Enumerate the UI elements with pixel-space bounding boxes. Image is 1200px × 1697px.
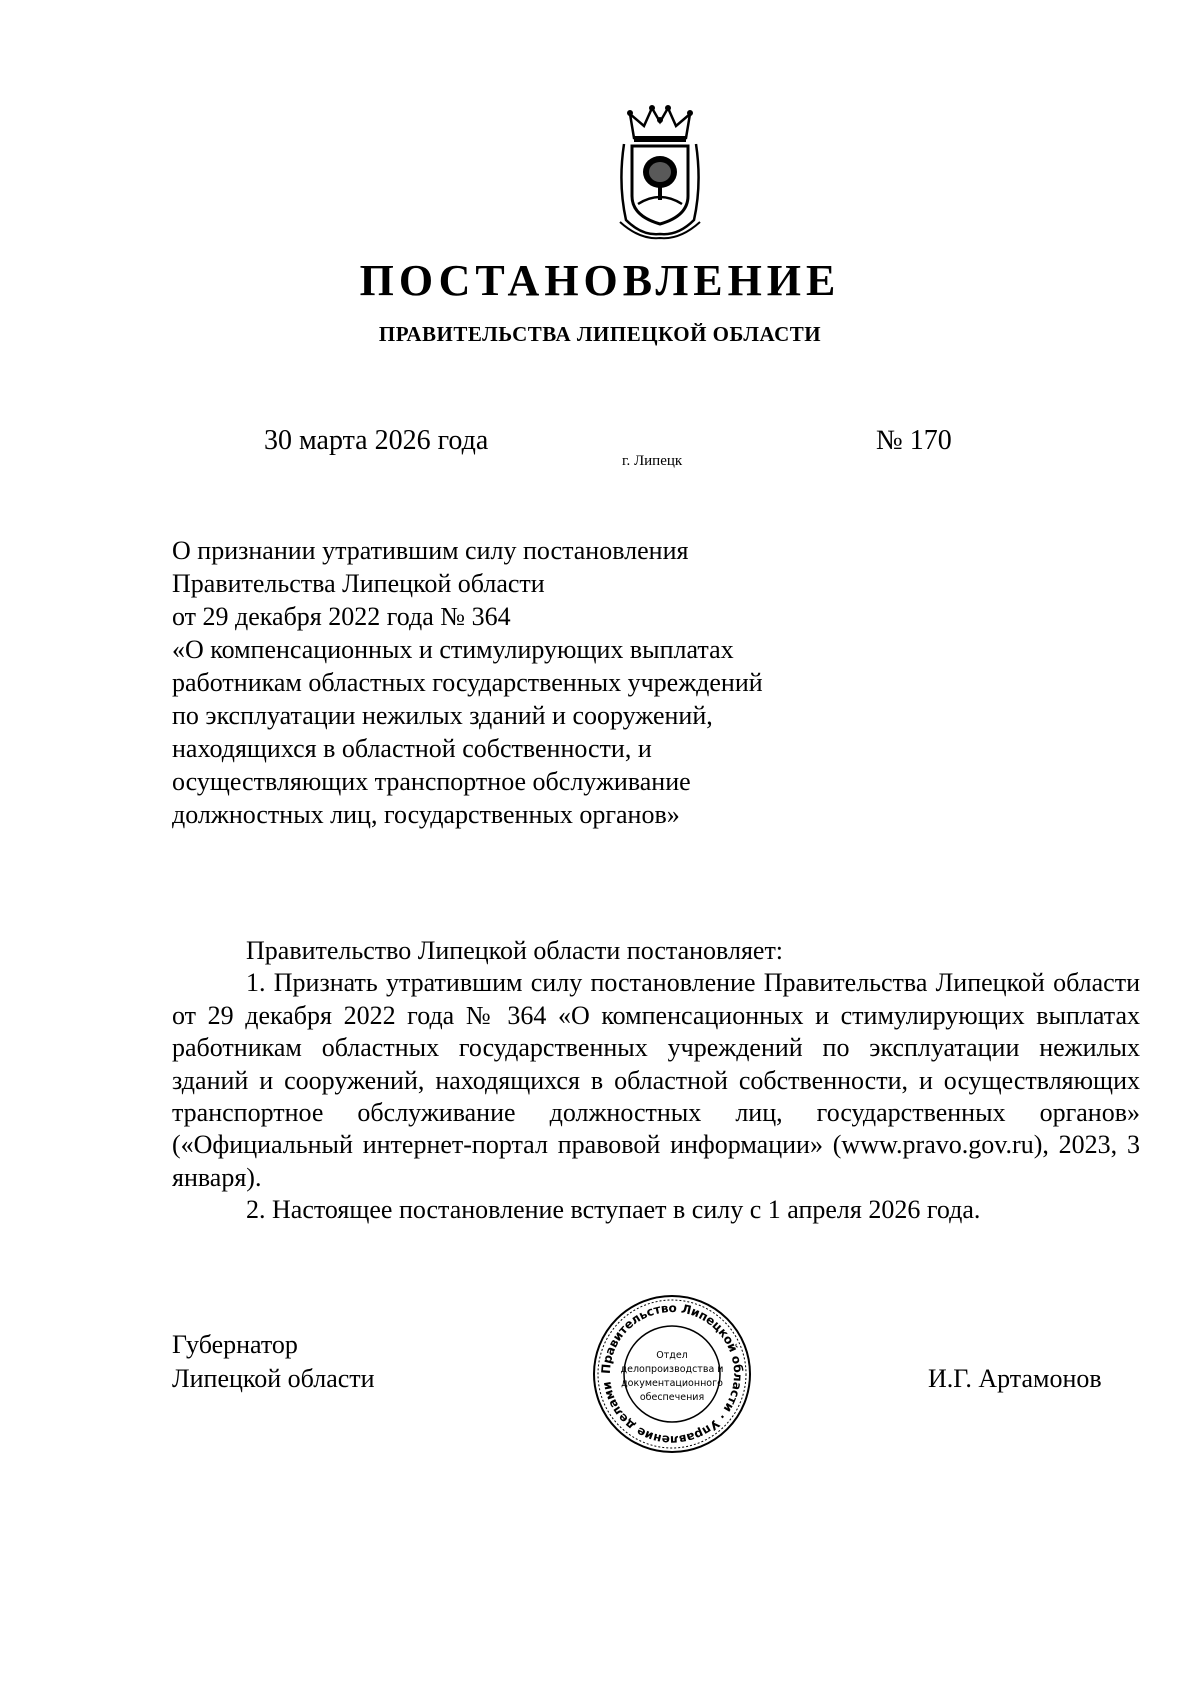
- subject-line: О признании утратившим силу постановления: [172, 536, 689, 565]
- subject-line: Правительства Липецкой области: [172, 569, 545, 598]
- svg-text:делопроизводства и: делопроизводства и: [620, 1364, 724, 1375]
- body-item-2: 2. Настоящее постановление вступает в силу с 1 апреля 2026 года.: [246, 1195, 981, 1225]
- document-number: № 170: [876, 425, 952, 456]
- subject-line: осуществляющих транспортное обслуживание: [172, 767, 691, 796]
- subject-line: работникам областных государственных учреждений: [172, 668, 763, 697]
- svg-text:Отдел: Отдел: [656, 1350, 688, 1361]
- subject-line: по эксплуатации нежилых зданий и сооружений,: [172, 701, 713, 730]
- issuer-title: ПРАВИТЕЛЬСТВА ЛИПЕЦКОЙ ОБЛАСТИ: [378, 322, 822, 346]
- subject-line: от 29 декабря 2022 года № 364: [172, 602, 511, 631]
- subject-line: «О компенсационных и стимулирующих выплатах: [172, 635, 734, 664]
- signer-name: И.Г. Артамонов: [928, 1364, 1102, 1393]
- subject-title: [172, 534, 932, 831]
- document-place: г. Липецк: [622, 453, 683, 469]
- svg-text:Правительство Липецкой области: Правительство Липецкой области · Управление делами: [598, 1300, 746, 1448]
- svg-text:обеспечения: обеспечения: [639, 1392, 705, 1403]
- signer-position-line: Губернатор: [172, 1330, 298, 1359]
- document-date: 30 марта 2026 года: [264, 425, 489, 456]
- document-body: [172, 935, 1140, 1227]
- subject-line: находящихся в областной собственности, и: [172, 734, 652, 763]
- signer-position: [172, 1328, 375, 1396]
- official-seal-stamp: [590, 1292, 754, 1456]
- coat-of-arms-emblem: [612, 104, 708, 242]
- body-preamble: Правительство Липецкой области постановляет:: [246, 936, 784, 965]
- svg-text:документационного: документационного: [621, 1378, 723, 1389]
- subject-line: должностных лиц, государственных органов»: [172, 800, 680, 829]
- body-item-1: 1. Признать утратившим силу постановление Правительства Липецкой области от 29 декабря 2022 года № 364 «О компенсационных и стимулирующих выплатах работникам областных государственных учреждений по эксплуатации нежилых зданий и сооружений, находящихся в областной собственности, и осуществляющих транспортное обслуживание должностных лиц, государственных органов» («Официальный интернет-портал правовой информации» (www.pravo.gov.ru), 2023, 3 января).: [172, 968, 1140, 1192]
- document-type-title: ПОСТАНОВЛЕНИЕ: [359, 256, 841, 305]
- signer-position-line: Липецкой области: [172, 1364, 375, 1393]
